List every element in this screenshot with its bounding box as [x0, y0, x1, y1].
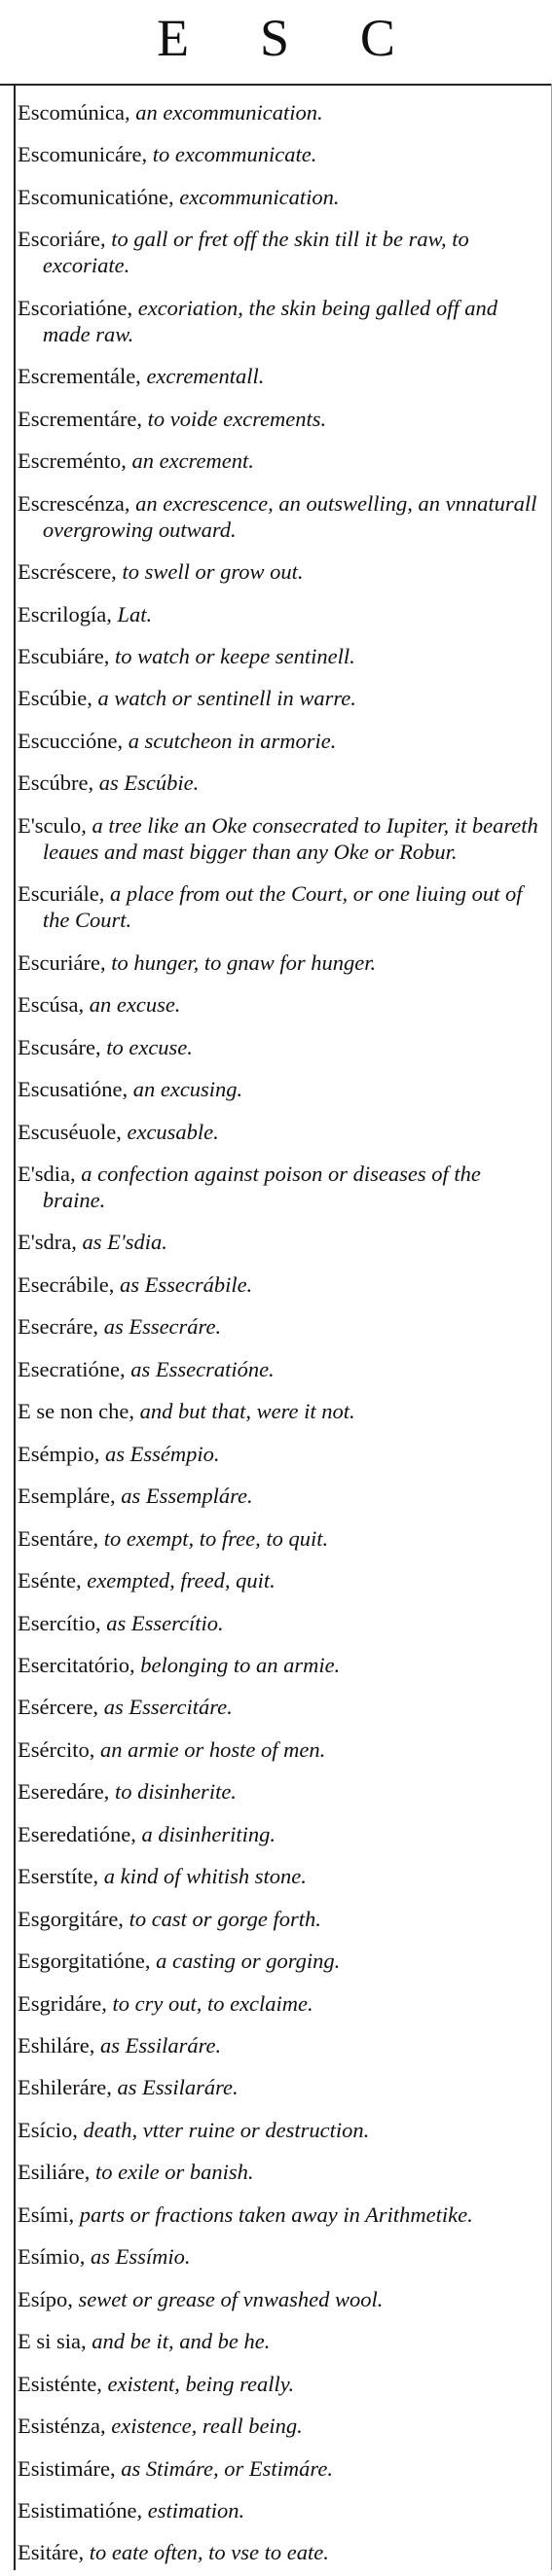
header-rule: [0, 84, 552, 86]
entry-headword: Escoriáre,: [18, 227, 106, 252]
entry-definition: to watch or keepe sentinell.: [114, 643, 355, 668]
entry-definition: parts or fractions taken away in Arithmetike.: [79, 2201, 473, 2227]
dictionary-entry: [18, 1398, 546, 1424]
entry-definition: as Essercítio.: [106, 1610, 224, 1635]
dictionary-entry: [18, 1356, 546, 1382]
dictionary-entry: [18, 2286, 546, 2312]
entry-headword: E'sdia,: [18, 1161, 76, 1186]
entry-headword: Esgridáre,: [18, 1990, 107, 2016]
entry-headword: Eserstíte,: [18, 1864, 99, 1889]
entry-headword: Esénte,: [18, 1568, 82, 1593]
entry-headword: Esentáre,: [18, 1525, 99, 1551]
entry-headword: Esercítio,: [18, 1610, 101, 1635]
entry-definition: to disinherite.: [114, 1779, 237, 1805]
entry-definition: an excrescence, an outswelling, an vnnaturall overgrowing outward.: [42, 490, 537, 542]
dictionary-entry: [18, 685, 546, 711]
entry-definition: exempted, freed, quit.: [87, 1568, 276, 1593]
entry-definition: a watch or sentinell in warre.: [97, 686, 356, 711]
entry-definition: as Essercitáre.: [103, 1695, 233, 1720]
entry-headword: Esército,: [18, 1736, 95, 1762]
entry-definition: as Essecráre.: [103, 1314, 222, 1340]
entry-headword: Escuccióne,: [18, 728, 124, 753]
entry-headword: Esími,: [18, 2201, 75, 2227]
entry-definition: excusable.: [127, 1119, 219, 1144]
dictionary-entry: [18, 1441, 546, 1467]
entry-headword: E'sculo,: [18, 812, 87, 838]
entry-headword: Esercitatório,: [18, 1652, 135, 1677]
entry-headword: Eseredáre,: [18, 1779, 110, 1805]
entry-definition: sewet or grease of vnwashed wool.: [78, 2286, 384, 2311]
entry-headword: Escúsa,: [18, 992, 85, 1018]
entry-headword: Escubiáre,: [18, 643, 110, 668]
dictionary-entry: [18, 1863, 546, 1889]
entry-definition: estimation.: [147, 2498, 245, 2523]
entry-definition: excoriation, the skin being galled off and made raw.: [42, 295, 498, 346]
dictionary-entry: [18, 1483, 546, 1509]
entry-headword: Esempláre,: [18, 1484, 116, 1509]
entry-headword: Esecratióne,: [18, 1356, 126, 1381]
entry-headword: Escreménto,: [18, 448, 127, 474]
dictionary-entry: [18, 2413, 546, 2439]
entry-definition: belonging to an armie.: [140, 1652, 341, 1677]
entry-definition: an excommunication.: [135, 100, 323, 125]
dictionary-entry: [18, 1313, 546, 1340]
dictionary-entry: [18, 1034, 546, 1060]
entry-definition: a place from out the Court, or one liuing out of the Court.: [42, 881, 523, 933]
dictionary-entry: [18, 880, 546, 933]
dictionary-entry: [18, 558, 546, 585]
entry-definition: as Essímio.: [91, 2244, 191, 2270]
dictionary-entry: [18, 490, 546, 543]
dictionary-entry: [18, 769, 546, 796]
dictionary-entry: [18, 1906, 546, 1932]
dictionary-entry: [18, 1525, 546, 1552]
entry-definition: excommunication.: [179, 184, 340, 209]
entry-definition: as Essémpio.: [105, 1441, 220, 1466]
entry-headword: Esisténte,: [18, 2371, 102, 2396]
entry-headword: Escúbre,: [18, 770, 94, 796]
entry-headword: Esício,: [18, 2117, 78, 2142]
dictionary-entry: [18, 2032, 546, 2058]
dictionary-entry: [18, 1161, 546, 1213]
entry-definition: as Essempláre.: [121, 1484, 253, 1509]
entry-headword: Esitáre,: [18, 2540, 85, 2565]
entry-definition: to exempt, to free, to quit.: [103, 1525, 329, 1551]
dictionary-entry: [18, 184, 546, 210]
dictionary-entry: [18, 601, 546, 627]
entry-definition: as Essecratióne.: [130, 1356, 275, 1381]
dictionary-entry: [18, 2117, 546, 2143]
entry-definition: death, vtter ruine or destruction.: [83, 2117, 370, 2142]
dictionary-entry: [18, 1694, 546, 1720]
entry-definition: an excusing.: [132, 1077, 243, 1102]
dictionary-entry: [18, 2328, 546, 2354]
entry-headword: Esércere,: [18, 1695, 99, 1720]
entry-headword: Escréscere,: [18, 559, 117, 585]
entry-headword: Eshileráre,: [18, 2075, 112, 2100]
entry-headword: Escrilogía,: [18, 601, 112, 626]
running-head: E S C: [157, 9, 424, 67]
dictionary-entry: [18, 2243, 546, 2270]
dictionary-entry: [18, 643, 546, 669]
entry-definition: to hunger, to gnaw for hunger.: [111, 949, 377, 975]
dictionary-entry: [18, 1778, 546, 1805]
dictionary-entry: [18, 2455, 546, 2482]
dictionary-entry: [18, 295, 546, 347]
entry-headword: Esgorgitatióne,: [18, 1949, 151, 1974]
dictionary-entry: [18, 447, 546, 474]
entry-headword: Esípo,: [18, 2286, 73, 2311]
dictionary-entry: [18, 2497, 546, 2523]
page-header: [0, 0, 552, 89]
entry-definition: a disinheriting.: [141, 1821, 276, 1846]
entry-headword: Esistimatióne,: [18, 2498, 143, 2523]
entry-headword: E se non che,: [18, 1399, 134, 1424]
entry-headword: Esémpio,: [18, 1441, 100, 1466]
entry-definition: to swell or grow out.: [122, 559, 304, 585]
column-rule-left: [14, 84, 16, 2570]
entry-definition: to cry out, to exclaime.: [112, 1990, 313, 2016]
entry-definition: an excrement.: [131, 448, 254, 474]
entry-definition: Lat.: [117, 601, 153, 626]
entry-headword: Escrescénza,: [18, 490, 130, 516]
entry-headword: Esecráre,: [18, 1314, 99, 1340]
entry-definition: an armie or hoste of men.: [99, 1736, 326, 1762]
dictionary-entry: [18, 1736, 546, 1763]
entry-definition: an excuse.: [89, 992, 181, 1018]
entry-definition: as E'sdia.: [82, 1230, 167, 1255]
dictionary-entry: [18, 141, 546, 167]
dictionary-entry: [18, 1948, 546, 1974]
entry-headword: Esistimáre,: [18, 2455, 116, 2481]
entry-definition: existence, reall being.: [111, 2414, 303, 2439]
dictionary-entry: [18, 363, 546, 389]
entry-headword: E si sia,: [18, 2329, 87, 2354]
dictionary-entry: [18, 812, 546, 865]
entry-definition: existent, being really.: [107, 2371, 295, 2396]
entry-definition: as Essilaráre.: [117, 2075, 239, 2100]
entry-headword: Escuriále,: [18, 881, 105, 907]
dictionary-entry: [18, 406, 546, 432]
entry-headword: Escúbie,: [18, 686, 92, 711]
entry-definition: to voide excrements.: [147, 406, 327, 431]
entry-headword: Escoriatióne,: [18, 295, 133, 320]
dictionary-entry: [18, 1271, 546, 1298]
entry-definition: a confection against poison or diseases of the braine.: [42, 1161, 481, 1212]
dictionary-entry: [18, 1610, 546, 1636]
dictionary-entry: [18, 728, 546, 754]
entry-headword: Esgorgitáre,: [18, 1906, 124, 1931]
dictionary-entry: [18, 1229, 546, 1255]
entry-headword: Esiliáre,: [18, 2160, 91, 2185]
dictionary-entry: [18, 2074, 546, 2100]
entry-definition: to excommunicate.: [152, 142, 317, 167]
entry-definition: to eate often, to vse to eate.: [89, 2540, 329, 2565]
dictionary-entry: [18, 1652, 546, 1678]
entry-headword: E'sdra,: [18, 1230, 77, 1255]
dictionary-entry: [18, 2371, 546, 2397]
dictionary-entry: [18, 2159, 546, 2185]
entry-headword: Escusatióne,: [18, 1077, 129, 1102]
dictionary-entry: [18, 1076, 546, 1102]
entry-definition: to excuse.: [106, 1034, 193, 1059]
dictionary-entry: [18, 991, 546, 1018]
entry-definition: a scutcheon in armorie.: [128, 728, 337, 753]
entry-definition: a casting or gorging.: [156, 1949, 341, 1974]
dictionary-entry: [18, 1119, 546, 1145]
entry-definition: a kind of whitish stone.: [103, 1864, 307, 1889]
entry-definition: to cast or gorge forth.: [129, 1906, 321, 1931]
entry-definition: and be it, and be he.: [92, 2329, 271, 2354]
dictionary-entry: [18, 2539, 546, 2565]
entry-headword: Eshiláre,: [18, 2033, 95, 2058]
entry-headword: Escuséuole,: [18, 1119, 122, 1144]
dictionary-entry: [18, 99, 546, 125]
entry-definition: to exile or banish.: [94, 2160, 254, 2185]
dictionary-entry: [18, 226, 546, 278]
dictionary-entry: [18, 949, 546, 976]
entry-headword: Escomúnica,: [18, 100, 130, 125]
entry-headword: Esímio,: [18, 2244, 86, 2270]
dictionary-entry: [18, 1567, 546, 1593]
entry-headword: Escrementáre,: [18, 406, 143, 431]
dictionary-entry: [18, 1821, 546, 1847]
entry-headword: Escusáre,: [18, 1034, 101, 1059]
entry-definition: as Stimáre, or Estimáre.: [121, 2455, 333, 2481]
dictionary-entry: [18, 1990, 546, 2017]
entry-definition: and but that, were it not.: [139, 1399, 355, 1424]
entry-list: [18, 99, 546, 2566]
entry-headword: Esecrábile,: [18, 1271, 115, 1297]
entry-headword: Eseredatióne,: [18, 1821, 136, 1846]
entry-definition: a tree like an Oke consecrated to Iupiter, it beareth leaues and mast bigger than any Oke or Robur.: [42, 812, 538, 864]
dictionary-entry: [18, 2201, 546, 2228]
entry-headword: Escrementále,: [18, 364, 141, 389]
entry-definition: as Escúbie.: [98, 770, 200, 796]
entry-definition: to gall or fret off the skin till it be raw, to excoriate.: [42, 227, 469, 278]
entry-headword: Escomunicatióne,: [18, 184, 174, 209]
entry-headword: Esisténza,: [18, 2414, 106, 2439]
entry-definition: as Essilaráre.: [99, 2033, 222, 2058]
entry-headword: Escuriáre,: [18, 949, 106, 975]
entry-definition: excrementall.: [146, 364, 265, 389]
entry-headword: Escomunicáre,: [18, 142, 148, 167]
entry-definition: as Essecrábile.: [119, 1271, 253, 1297]
